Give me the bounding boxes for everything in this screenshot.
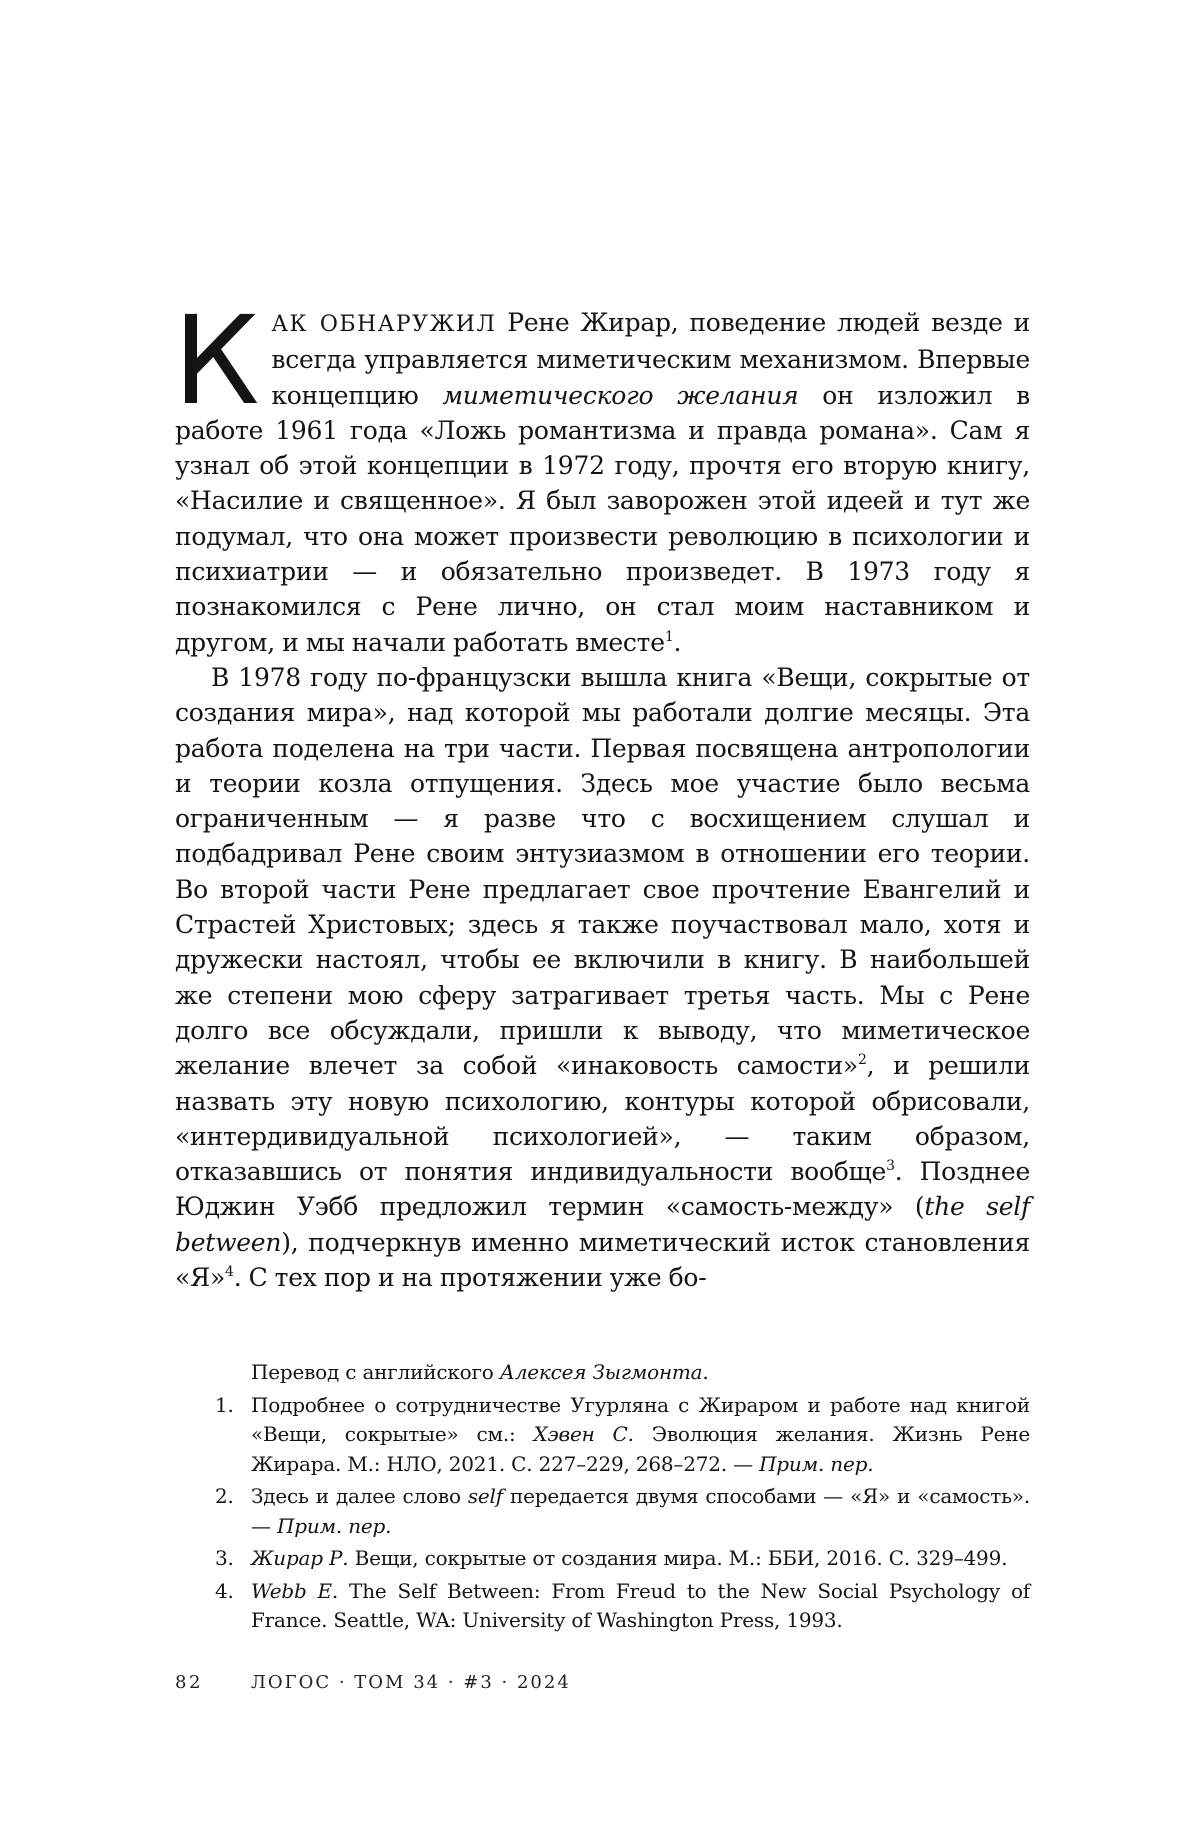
footnote-ref-2[interactable]: 2 — [857, 1052, 867, 1069]
paragraph-1-text-a: Рене Жирар, поведение людей везде и всегда управляется миметическим механизмом. Впервые концепцию — [271, 308, 1030, 410]
paragraph-1 — [173, 290, 1031, 660]
footnote-4 — [215, 1577, 1030, 1636]
footnote-3 — [215, 1544, 1030, 1574]
page-number: 82 — [175, 1672, 203, 1693]
drop-cap: К — [173, 290, 260, 432]
footnotes-section — [215, 1358, 1030, 1639]
footnote-ref-1[interactable]: 1 — [664, 628, 674, 645]
footnote-ref-3[interactable]: 3 — [886, 1158, 895, 1175]
footnote-text: Вещи, сокрытые от создания мира. М.: ББИ, 2016. С. 329–499. — [348, 1546, 1008, 1570]
article-body — [173, 290, 1031, 1295]
paragraph-2 — [175, 660, 1030, 1295]
translator-name: Алексея Зыгмонта — [499, 1360, 703, 1384]
footnote-number: 4. — [215, 1578, 234, 1603]
footnote-1 — [215, 1391, 1030, 1480]
footnote-text: передается двумя способами — «Я» и «самость». — — [251, 1484, 1030, 1538]
footnote-translator-mark: Прим. пер. — [276, 1513, 392, 1538]
footnote-2 — [215, 1482, 1030, 1541]
paragraph-2-text-d: ), подчеркнув именно миметический исток становления «Я» — [175, 1227, 1030, 1293]
paragraph-2-text-b: , и решили назвать эту новую психологию, контуры которой обрисовали, «интердивидуальной психологией», — таким образом, отказавшись от понятия индивидуальности вообще — [175, 1051, 1030, 1187]
footnote-author: Жирар Р. — [251, 1546, 349, 1570]
footnote-italic-word: self — [467, 1484, 503, 1508]
footnote-ref-4[interactable]: 4 — [225, 1264, 234, 1281]
paragraph-2-text-c: . Позднее Юджин Уэбб предложил термин «самость-между» ( — [175, 1157, 1031, 1222]
footnote-translator-mark: Прим. пер. — [759, 1451, 874, 1476]
footnote-number: 1. — [215, 1392, 234, 1417]
translator-suffix: . — [702, 1360, 709, 1384]
journal-running-title: ЛОГОС · ТОМ 34 · #3 · 2024 — [250, 1672, 571, 1693]
paragraph-1-text-b: он изложил в работе 1961 года «Ложь романтизма и правда романа». Сам я узнал об этой концепции в 1972 году, прочтя его вторую книгу, «Насилие и священное». Я был заворожен этой идеей и тут же подумал, что она может произвести революцию в психологии и психиатрии — и обязательно произведет. В 1973 году я познакомился с Рене лично, он стал моим наставником и другом, и мы начали работать вместе — [175, 380, 1031, 657]
paragraph-2-text-e: . С тех пор и на протяжении уже бо- — [233, 1263, 707, 1293]
footnote-text: The Self Between: From Freud to the New Social Psychology of France. Seattle, WA: University of Washington Press, 1993. — [251, 1578, 1030, 1632]
footnote-text: Эволюция желания. Жизнь Рене Жирара. М.: НЛО, 2021. С. 227–229, 268–272. — — [251, 1422, 1030, 1476]
footnote-number: 2. — [215, 1484, 234, 1508]
footnote-text: Здесь и далее слово — [251, 1484, 468, 1508]
paragraph-1-italic-term: миметического желания — [442, 380, 799, 410]
lead-in-smallcaps: АК ОБНАРУЖИЛ — [271, 312, 497, 337]
footnote-author: Хэвен С. — [533, 1422, 634, 1446]
footnote-author: Webb E. — [251, 1578, 339, 1603]
footnote-list — [215, 1391, 1030, 1636]
paragraph-1-end: . — [673, 627, 682, 657]
running-footer — [175, 1672, 571, 1693]
footnote-number: 3. — [215, 1546, 234, 1570]
footnote-text: Подробнее о сотрудничестве Угурляна с Жираром и работе над книгой «Вещи, сокрытые» см.: — [251, 1392, 1030, 1446]
translator-note — [251, 1358, 1030, 1388]
paragraph-2-italic-term: the self between — [175, 1192, 1030, 1257]
paragraph-2-text-a: В 1978 году по-французски вышла книга «Вещи, сокрытые от создания мира», над которой мы работали долгие месяцы. Эта работа поделена на три части. Первая посвящена антропологии и теории козла отпущения. Здесь мое участие было весьма ограниченным — я разве что с восхищением слушал и подбадривал Рене своим энтузиазмом в отношении его теории. Во второй части Рене предлагает свое прочтение Евангелий и Страстей Христовых; здесь я также поучаствовал мало, хотя и дружески настоял, чтобы ее включили в книгу. В наибольшей же степени мою сферу затрагивает третья часть. Мы с Рене долго все обсуждали, пришли к выводу, что миметическое желание влечет за собой «инаковость самости» — [175, 662, 1030, 1081]
translator-prefix: Перевод с английского — [251, 1360, 500, 1384]
